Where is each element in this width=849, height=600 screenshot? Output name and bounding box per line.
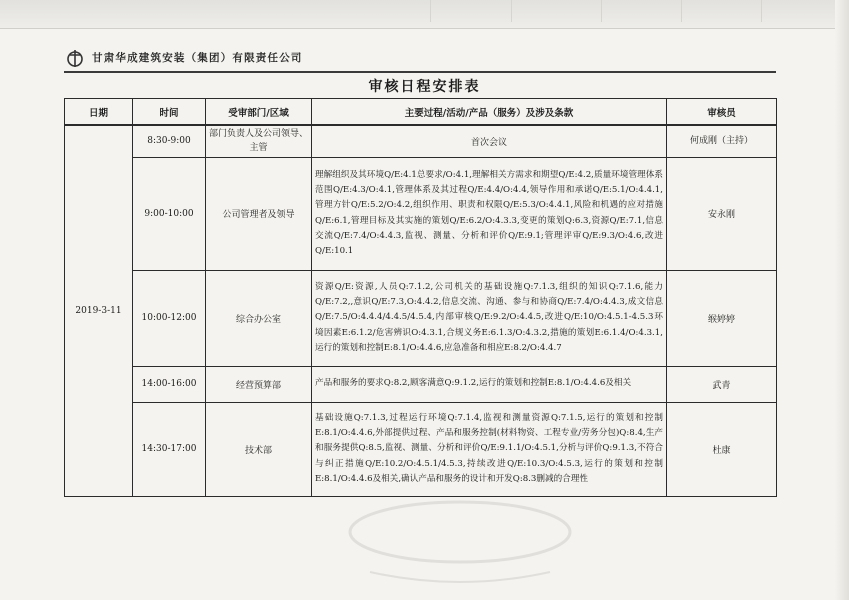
dept-cell: 公司管理者及领导 bbox=[206, 157, 312, 270]
header-content: 主要过程/活动/产品（服务）及涉及条款 bbox=[312, 99, 667, 126]
table-row bbox=[65, 270, 777, 366]
auditor-cell: 何成刚（主持） bbox=[667, 125, 777, 157]
dept-cell: 经营预算部 bbox=[206, 366, 312, 402]
content-cell: 首次会议 bbox=[312, 125, 667, 157]
bleed-through-grid bbox=[430, 0, 811, 22]
dept-cell: 技术部 bbox=[206, 402, 312, 496]
content-cell: 产品和服务的要求Q:8.2,顾客满意Q:9.1.2,运行的策划和控制E:8.1/O:4.4.6及相关 bbox=[312, 366, 667, 402]
auditor-cell: 安永刚 bbox=[667, 157, 777, 270]
dept-cell: 部门负责人及公司领导、主管 bbox=[206, 125, 312, 157]
auditor-cell: 缑婷婷 bbox=[667, 270, 777, 366]
content-cell: 基础设施Q:7.1.3,过程运行环境Q:7.1.4,监视和测量资源Q:7.1.5,运行的策划和控制E:8.1/O:4.4.6,外部提供过程、产品和服务控制(材料物资、工程专业/劳务分包)Q:8.4,生产和服务提供Q:8.5,监视、测量、分析和评价Q/E:9.1.1/O:4.5.1,分析与评价Q:9.1.3,不符合与纠正措施Q/E:10.2/O:4.5.1/4.5.3,持续改进Q/E:10.3/O:4.5.3,运行的策划和控制E:8.1/O:4.4.6及相关,确认产品和服务的设计和开发Q:8.3删减的合理性 bbox=[312, 402, 667, 496]
header-dept: 受审部门/区域 bbox=[206, 99, 312, 126]
header-auditor: 审核员 bbox=[667, 99, 777, 126]
table-row bbox=[65, 366, 777, 402]
content-cell: 理解组织及其环境Q/E:4.1总要求/O:4.1,理解相关方需求和期望Q/E:4.2,质量环境管理体系范围Q/E:4.3/O:4.1,管理体系及其过程Q/E:4.4/O:4.4,领导作用和承诺Q/E:5.1/O:4.4.1,管理方针Q/E:5.2/O:4.2,组织作用、职责和权限Q/E:5.3/O:4.4.1,风险和机遇的应对措施Q/E:6.1,管理目标及其实施的策划Q/E:6.2/O:4.3.3,变更的策划Q:6.3,资源Q/E:7.1,信息交流Q/E:7.4/O:4.4.3,监视、测量、分析和评价Q/E:9.1;管理评审Q/E:9.3/O:4.6,改进Q/E:10.1 bbox=[312, 157, 667, 270]
time-cell: 9:00-10:00 bbox=[133, 157, 206, 270]
header-time: 时间 bbox=[133, 99, 206, 126]
header-date: 日期 bbox=[65, 99, 133, 126]
table-row bbox=[65, 157, 777, 270]
content-cell: 资源Q/E:资源,人员Q:7.1.2,公司机关的基础设施Q:7.1.3,组织的知识Q:7.1.6,能力Q/E:7.2,,意识Q/E:7.3,O:4.4.2,信息交流、沟通、参与和协商Q/E:7.4/O:4.4.3,成文信息Q/E:7.5/O:4.4.4/4.4.5/4.5.4,内部审核Q/E:9.2/O:4.4.5,改进Q/E:10/O:4.5.1-4.5.3环境因素E:6.1.2/危害辨识O:4.3.1,合规义务E:6.1.3/O:4.3.2,措施的策划E:6.1.4/O:4.3.1,运行的策划和控制E:8.1/O:4.4.6,应急准备和相应E:8.2/O:4.4.7 bbox=[312, 270, 667, 366]
auditor-cell: 武青 bbox=[667, 366, 777, 402]
time-cell: 14:00-16:00 bbox=[133, 366, 206, 402]
letterhead bbox=[64, 48, 764, 70]
auditor-cell: 杜康 bbox=[667, 402, 777, 496]
company-name: 甘肃华成建筑安装（集团）有限责任公司 bbox=[92, 52, 303, 64]
table-header-row bbox=[65, 99, 777, 126]
date-cell: 2019-3-11 bbox=[65, 125, 133, 496]
page-title: 审核日程安排表 bbox=[368, 79, 481, 95]
time-cell: 14:30-17:00 bbox=[133, 402, 206, 496]
company-logo bbox=[64, 48, 86, 68]
dept-cell: 综合办公室 bbox=[206, 270, 312, 366]
time-cell: 10:00-12:00 bbox=[133, 270, 206, 366]
faded-stamp-mark bbox=[330, 492, 590, 592]
header-rule bbox=[64, 71, 776, 73]
table-row bbox=[65, 402, 777, 496]
audit-schedule-table bbox=[64, 98, 777, 497]
time-cell: 8:30-9:00 bbox=[133, 125, 206, 157]
table-row bbox=[65, 125, 777, 157]
